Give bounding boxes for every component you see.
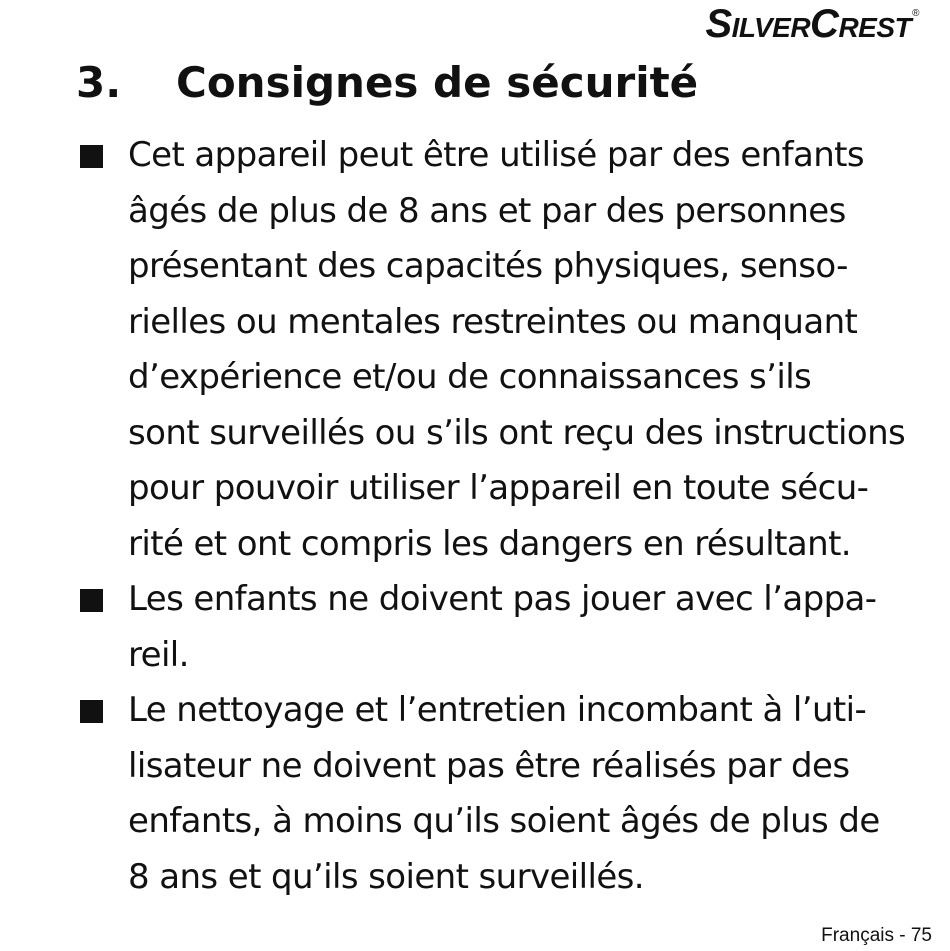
text-line: reil. (128, 634, 189, 675)
brand-logo (705, 2, 919, 47)
square-bullet-icon (80, 145, 103, 168)
text-line: présentant des capacités physiques, senso- (128, 246, 848, 286)
text-line: rité et ont compris les dangers en résultant. (128, 523, 852, 564)
list-item (78, 683, 928, 905)
brand-name: SilverCrest (705, 2, 912, 46)
list-item-text (128, 128, 928, 572)
list-item-text (128, 572, 928, 683)
text-line: 8 ans et qu’ils soient surveillés. (128, 856, 644, 897)
text-line: enfants, à moins qu’ils soient âgés de plus de (128, 801, 880, 841)
section-heading (76, 58, 698, 107)
square-bullet-icon (80, 700, 103, 723)
text-line: Les enfants ne doivent pas jouer avec l’appa- (128, 579, 877, 619)
registered-mark: ® (912, 8, 919, 19)
text-line: lisateur ne doivent pas être réalisés par des (128, 745, 850, 786)
section-number: 3. (76, 58, 122, 107)
square-bullet-icon (80, 589, 103, 612)
list-item-text (128, 683, 928, 905)
text-line: Cet appareil peut être utilisé par des enfants (128, 135, 865, 175)
section-title: Consignes de sécurité (176, 58, 699, 107)
safety-instructions-list (78, 128, 928, 905)
text-line: rielles ou mentales restreintes ou manquant (128, 301, 858, 342)
text-line: d’expérience et/ou de connaissances s’ils (128, 357, 812, 397)
text-line: Le nettoyage et l’entretien incombant à l’uti- (128, 690, 867, 730)
text-line: pour pouvoir utiliser l’appareil en toute sécu- (128, 468, 869, 508)
list-item (78, 128, 928, 572)
page-footer (821, 925, 932, 947)
page-number-label: Français - 75 (821, 925, 932, 946)
text-line: âgés de plus de 8 ans et par des personnes (128, 190, 846, 231)
list-item (78, 572, 928, 683)
text-line: sont surveillés ou s’ils ont reçu des instructions (128, 412, 906, 453)
